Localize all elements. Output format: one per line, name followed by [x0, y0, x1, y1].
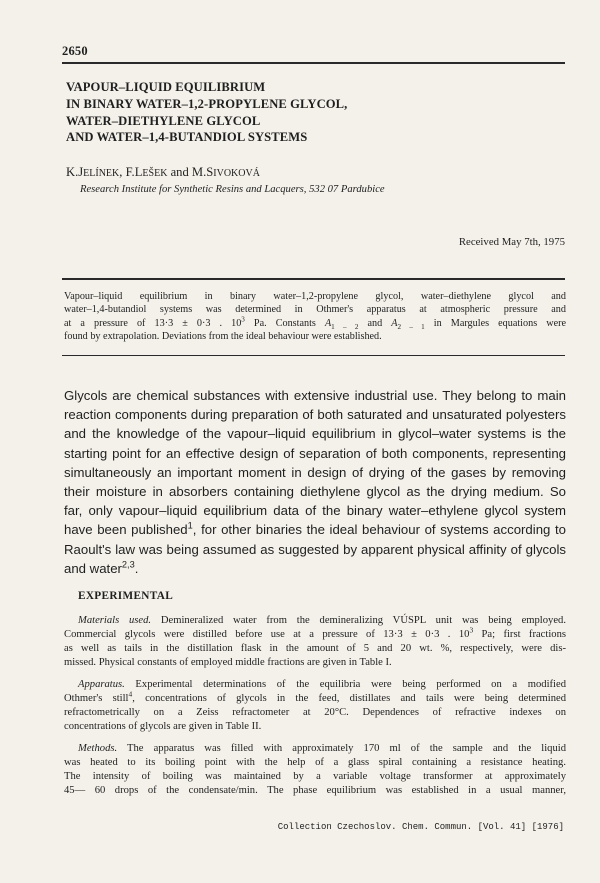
- para-line: [64, 689, 567, 706]
- abstract-line: found by extrapolation. Deviations from the ideal behaviour were established.: [64, 331, 382, 343]
- superscript: 3: [241, 315, 245, 324]
- abstract-text: and: [358, 317, 392, 329]
- abstract-line: [64, 317, 566, 330]
- intro-line: Glycols are chemical substances with extensive industrial use. They belong to main: [64, 388, 566, 403]
- para-text: Demineralized water from the demineralizing VÚSPL unit was being employed.: [151, 615, 566, 626]
- intro-line: [64, 520, 566, 539]
- citation: 2,3: [121, 559, 135, 570]
- title-line: AND WATER–1,4-BUTANDIOL SYSTEMS: [66, 130, 308, 145]
- superscript: 3: [469, 625, 474, 635]
- apparatus-paragraph: [64, 678, 566, 734]
- run-in-heading: Methods.: [78, 743, 118, 754]
- author-rest: ELÍNEK: [83, 168, 120, 179]
- intro-line: reaction components during preparation of both saturated and unsaturated polyesters: [64, 407, 566, 423]
- abstract-text: in Margules equations were: [424, 317, 567, 329]
- author-list: [66, 165, 260, 180]
- para-line: [64, 625, 566, 642]
- author-cap: S: [206, 165, 214, 179]
- page-number: 2650: [62, 44, 88, 58]
- intro-text: and water: [64, 560, 122, 576]
- intro-line: their moisture in absorbers containing diethylene glycol as the drying medium. So: [64, 484, 566, 500]
- article-title: [66, 79, 347, 146]
- author-rest: IVOKOVÁ: [213, 168, 260, 179]
- abstract-text: Pa. Constants: [244, 317, 325, 329]
- author-cap: J: [78, 165, 84, 179]
- title-line: WATER–DIETHYLENE GLYCOL: [66, 113, 261, 128]
- affiliation: Research Institute for Synthetic Resins and Lacquers, 532 07 Pardubice: [80, 184, 385, 195]
- para-text: Pa; first fractions: [473, 629, 566, 640]
- intro-line: Raoult's law was being assumed as suggested by apparent physical affinity of glycols: [64, 541, 566, 557]
- run-in-heading: Apparatus.: [78, 679, 125, 690]
- citation: 1: [187, 521, 193, 532]
- intro-line: simultaneously an important moment in design of drying of the gases by removing: [64, 464, 566, 480]
- abstract-bottom-rule: [62, 355, 565, 356]
- abstract-top-rule: [62, 278, 565, 280]
- intro-text: , for other binaries the ideal behaviour of systems according to: [192, 522, 566, 538]
- para-line: was heated to its boiling point with the help of a glass spiral containing a resistance heating.: [64, 757, 566, 768]
- author-separator: , F.: [119, 165, 135, 179]
- para-text: Experimental determinations of the equilibria were being performed on a modified: [124, 679, 566, 690]
- intro-line: [64, 559, 566, 578]
- para-line: as well as tails in the distillation flask in the amount of 5 and 20 wt. %, respectively, were dis-: [64, 643, 566, 654]
- intro-line: starting point for an effective design of separation of both components, representing: [64, 445, 566, 461]
- header-rule: [62, 62, 565, 64]
- materials-paragraph: [64, 614, 566, 670]
- symbol: A: [391, 317, 398, 329]
- introduction: [64, 386, 566, 578]
- received-date: Received May 7th, 1975: [458, 236, 565, 248]
- citation: 4: [128, 689, 133, 699]
- para-line: [64, 678, 566, 692]
- author-rest: EŠEK: [142, 168, 168, 179]
- para-text: The apparatus was filled with approximately 170 ml of the sample and the liquid: [117, 743, 566, 754]
- intro-line: and the knowledge of the vapour–liquid equilibrium in glycol–water systems is the: [64, 426, 566, 442]
- author-initial: K.: [66, 165, 79, 179]
- abstract-line: Vapour–liquid equilibrium in binary water–1,2-propylene glycol, water–diethylene glycol and: [64, 291, 566, 302]
- intro-line: far, only vapour–liquid equilibrium data of the binary water–ethylene glycol system: [64, 503, 566, 519]
- para-line: refractometrically on a Zeiss refractometer at 20°C. Dependences of refractive indexes on: [64, 707, 566, 718]
- para-line: [64, 614, 566, 628]
- section-heading: EXPERIMENTAL: [78, 590, 174, 602]
- para-text: , concentrations of glycols in the feed, distillates and tails were being determined: [132, 693, 567, 704]
- title-line: VAPOUR–LIQUID EQUILIBRIUM: [66, 80, 266, 94]
- para-text: Othmer's still: [64, 693, 129, 704]
- title-line: IN BINARY WATER–1,2-PROPYLENE GLYCOL,: [66, 96, 348, 111]
- para-line: missed. Physical constants of employed middle fractions are given in Table I.: [64, 657, 392, 668]
- intro-text: have been published: [64, 522, 188, 538]
- abstract: [64, 290, 566, 344]
- para-line: 45— 60 drops of the condensate/min. The phase equilibrium was established in a usual manner,: [64, 785, 566, 796]
- abstract-line: water–1,4-butandiol systems was determined in Othmer's apparatus at atmospheric pressure and: [64, 304, 566, 316]
- author-separator: and M.: [167, 165, 207, 179]
- journal-footer: Collection Czechoslov. Chem. Commun. [Vol. 41] [1976]: [277, 822, 564, 832]
- author-cap: L: [134, 165, 143, 179]
- para-line: The intensity of boiling was maintained by a variable voltage transformer at approximately: [64, 771, 566, 782]
- para-line: concentrations of glycols are given in Table II.: [64, 721, 262, 732]
- para-line: [64, 742, 566, 756]
- methods-paragraph: [64, 742, 566, 798]
- subscript: 1 – 2: [331, 322, 359, 331]
- para-text: Commercial glycols were distilled before use at a pressure of 13·3 ± 0·3 . 10: [64, 629, 470, 640]
- abstract-text: at a pressure of 13·3 ± 0·3 . 10: [64, 317, 242, 329]
- run-in-heading: Materials used.: [78, 615, 152, 626]
- subscript: 2 – 1: [397, 322, 425, 331]
- symbol: A: [324, 317, 332, 329]
- intro-text: .: [134, 560, 139, 576]
